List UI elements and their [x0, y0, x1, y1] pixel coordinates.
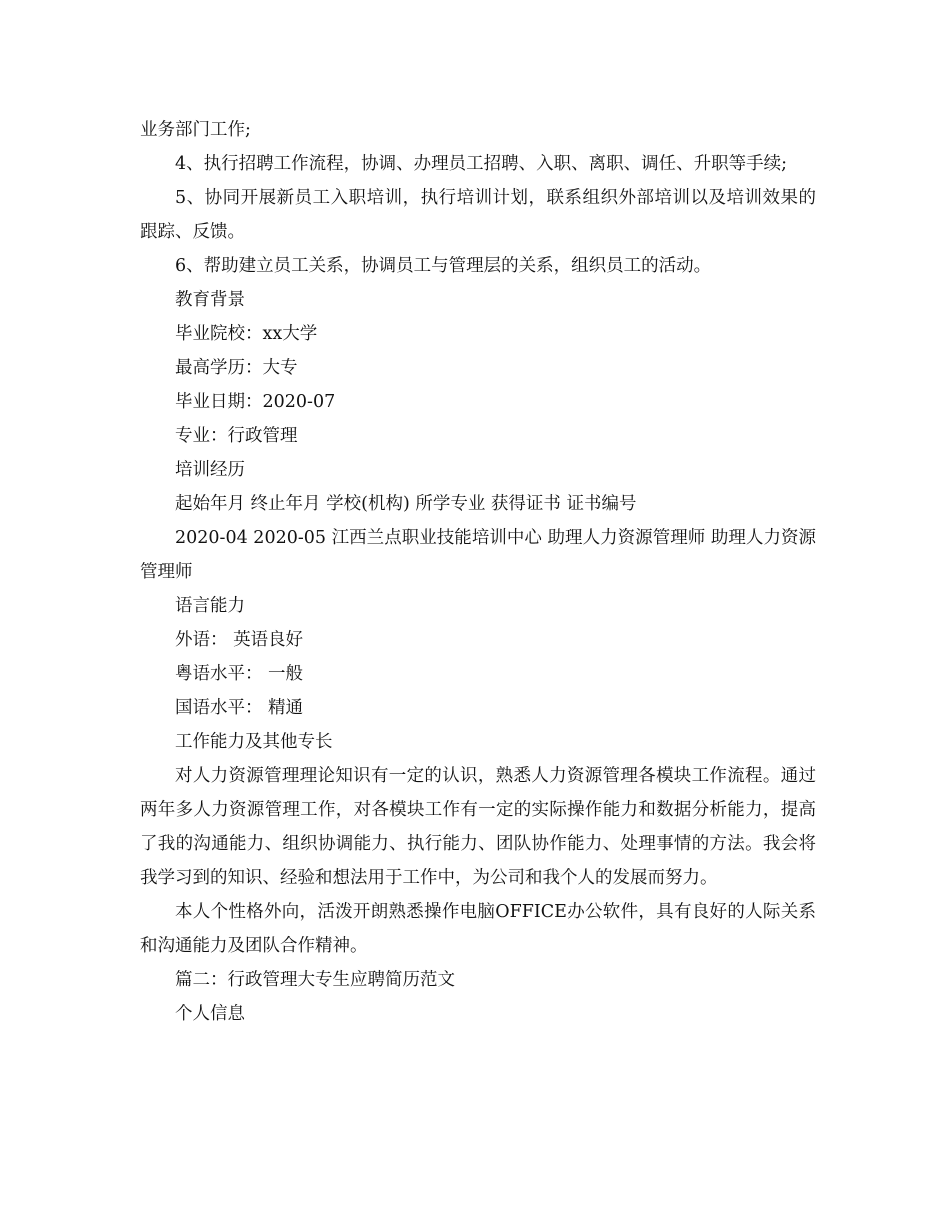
education-graduation-date: 毕业日期：2020-07 — [175, 392, 336, 412]
section-heading-personal-info: 个人信息 — [175, 1004, 245, 1024]
section-heading-training: 培训经历 — [175, 460, 245, 480]
article-two-title: 篇二：行政管理大专生应聘简历范文 — [175, 970, 455, 990]
continued-duty-line: 业务部门工作; — [140, 120, 251, 140]
duty-item-4: 4、执行招聘工作流程，协调、办理员工招聘、入职、离职、调任、升职等手续; — [175, 154, 788, 174]
language-mandarin: 国语水平： 精通 — [175, 698, 304, 718]
training-table-header: 起始年月 终止年月 学校(机构) 所学专业 获得证书 证书编号 — [175, 494, 637, 514]
document-body — [140, 113, 816, 1031]
language-foreign: 外语： 英语良好 — [175, 630, 304, 650]
section-heading-education: 教育背景 — [175, 290, 245, 310]
skills-paragraph: 对人力资源管理理论知识有一定的认识，熟悉人力资源管理各模块工作流程。通过两年多人力资源管理工作，对各模块工作有一定的实际操作能力和数据分析能力，提高了我的沟通能力、组织协调能力、执行能力、团队协作能力、处理事情的方法。我会将我学习到的知识、经验和想法用于工作中，为公司和我个人的发展而努力。 — [140, 766, 816, 888]
personality-paragraph: 本人个性格外向，活泼开朗熟悉操作电脑OFFICE办公软件，具有良好的人际关系和沟通能力及团队合作精神。 — [140, 902, 816, 956]
section-heading-language: 语言能力 — [175, 596, 245, 616]
language-cantonese: 粤语水平： 一般 — [175, 664, 304, 684]
training-table-row: 2020-04 2020-05 江西兰点职业技能培训中心 助理人力资源管理师 助理人力资源管理师 — [140, 528, 816, 582]
education-major: 专业：行政管理 — [175, 426, 298, 446]
education-school: 毕业院校：xx大学 — [175, 324, 318, 344]
section-heading-skills: 工作能力及其他专长 — [175, 732, 333, 752]
duty-item-6: 6、帮助建立员工关系，协调员工与管理层的关系，组织员工的活动。 — [175, 256, 712, 276]
education-degree: 最高学历：大专 — [175, 358, 298, 378]
duty-item-5: 5、协同开展新员工入职培训，执行培训计划，联系组织外部培训以及培训效果的跟踪、反馈。 — [140, 188, 816, 242]
